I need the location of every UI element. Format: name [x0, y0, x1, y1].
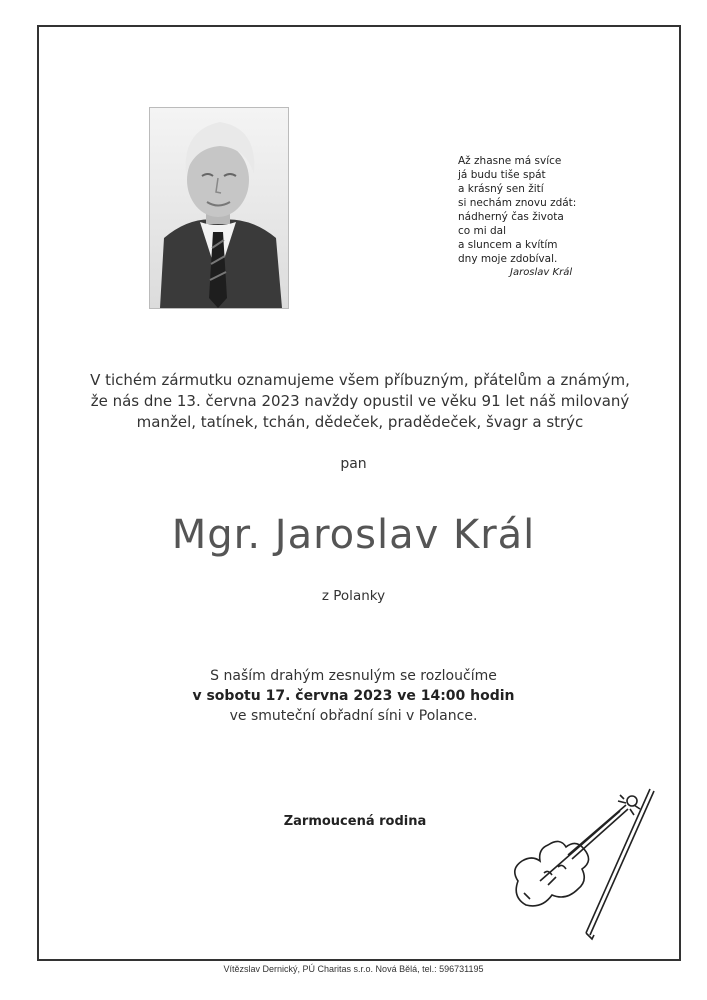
- poem-line: Až zhasne má svíce: [458, 155, 562, 167]
- footer-text: Vítězslav Dernický, PÚ Charitas s.r.o. Nová Bělá, tel.: 596731195: [223, 964, 484, 974]
- family-signature: Zarmoucená rodina: [283, 814, 427, 829]
- poem-line: co mi dal: [458, 225, 507, 237]
- title-word: pan: [340, 456, 367, 472]
- portrait-image: [150, 108, 288, 308]
- announcement-line: manžel, tatínek, tchán, dědeček, pradědeček, švagr a strýc: [136, 413, 584, 431]
- farewell-date: v sobotu 17. června 2023 ve 14:00 hodin: [192, 688, 515, 704]
- deceased-name: Mgr. Jaroslav Král: [171, 512, 536, 558]
- announcement-line: že nás dne 13. června 2023 navždy opustil ve věku 91 let náš milovaný: [90, 392, 630, 410]
- poem-line: a krásný sen žití: [458, 183, 544, 195]
- poem-line: si nechám znovu zdát:: [458, 197, 577, 209]
- poem-line: dny moje zdobíval.: [458, 253, 558, 265]
- poem-line: já budu tiše spát: [458, 169, 546, 181]
- poem-line: nádherný čas života: [458, 211, 564, 223]
- poem: [458, 154, 576, 280]
- farewell-text: [0, 666, 707, 726]
- poem-author: Jaroslav Král: [510, 267, 573, 278]
- announcement-text: [60, 370, 660, 433]
- announcement-line: V tichém zármutku oznamujeme všem příbuzným, přátelům a známým,: [90, 371, 630, 389]
- poem-line: a sluncem a kvítím: [458, 239, 558, 251]
- violin-icon: [508, 785, 658, 945]
- farewell-line: S naším drahým zesnulým se rozloučíme: [210, 668, 497, 684]
- portrait-photo: [150, 108, 288, 308]
- farewell-place: ve smuteční obřadní síni v Polance.: [229, 708, 478, 724]
- origin-text: z Polanky: [321, 588, 386, 604]
